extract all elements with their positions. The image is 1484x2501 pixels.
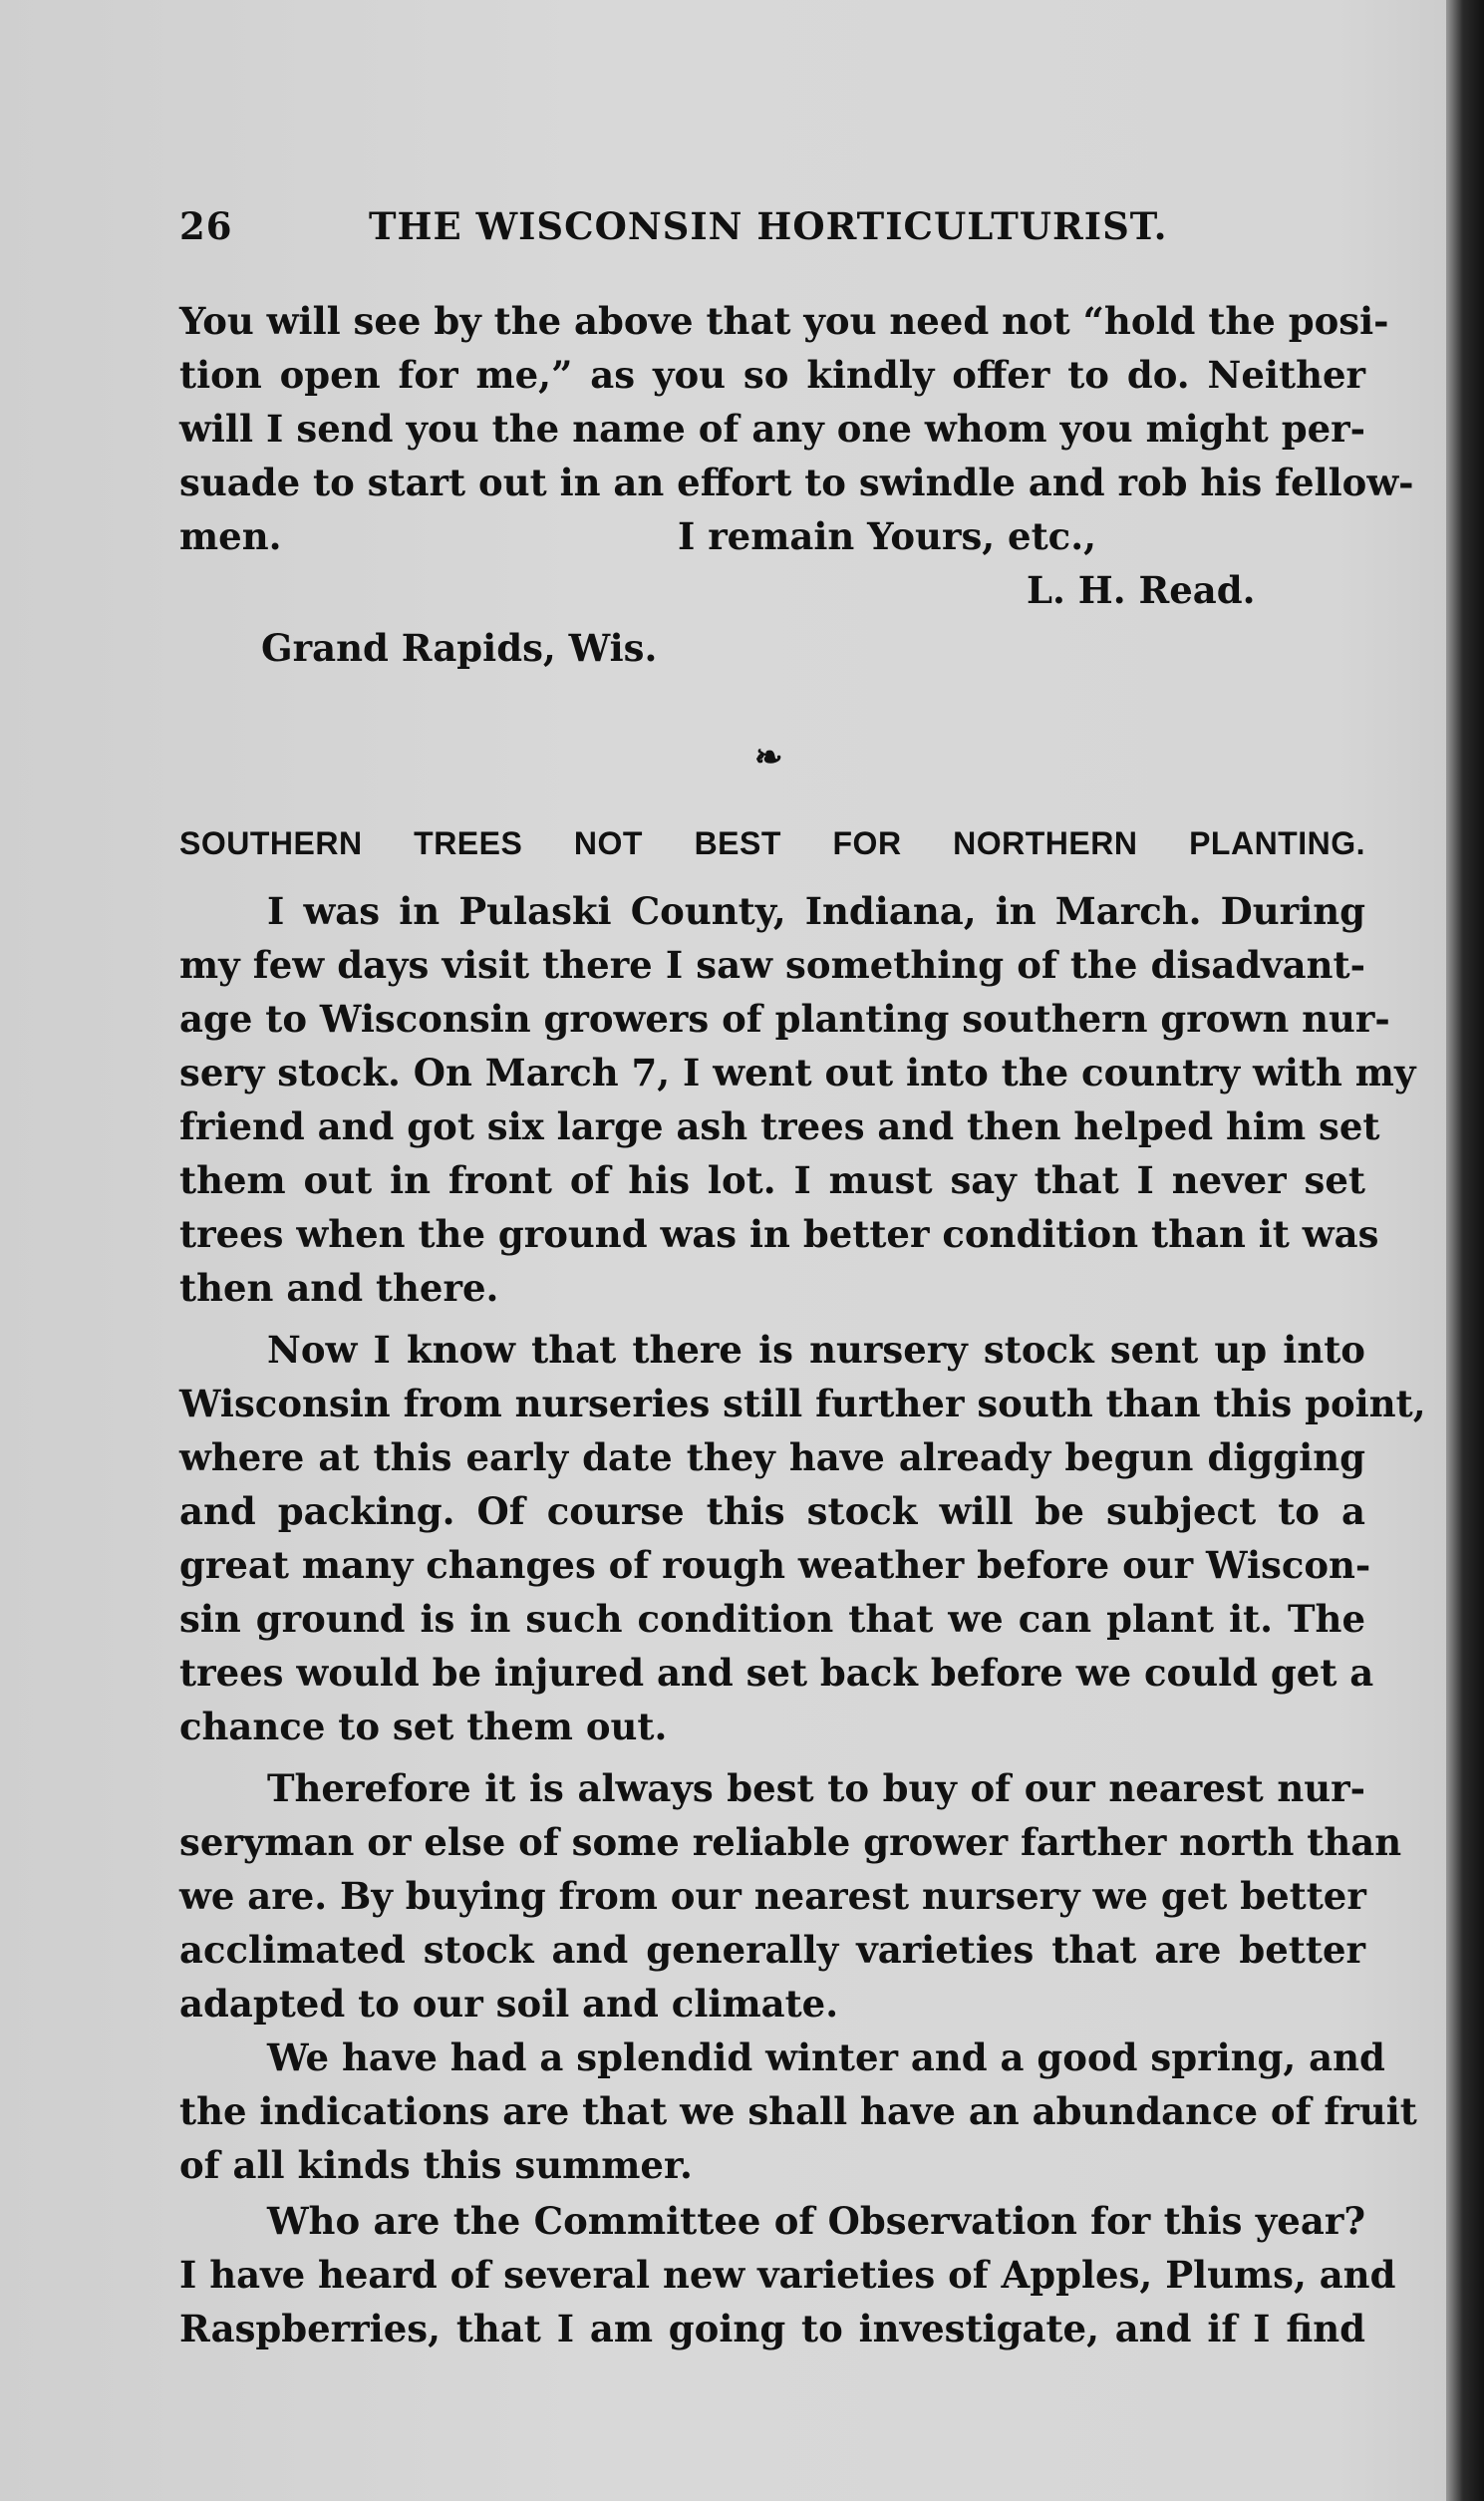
article-line: Therefore it is always best to buy of our nearest nur- (267, 1766, 1365, 1810)
article-line: great many changes of rough weather before our Wiscon- (179, 1543, 1371, 1587)
article-line: my few days visit there I saw something of the disadvant- (179, 943, 1365, 987)
letter-closing: I remain Yours, etc., (678, 514, 1096, 558)
letter-line: suade to start out in an effort to swindle and rob his fellow- (179, 461, 1414, 504)
letter-line: You will see by the above that you need not “hold the posi- (179, 299, 1389, 343)
page-edge-shadow (1446, 0, 1484, 2501)
letter-line: men. (179, 514, 282, 558)
article-line: Now I know that there is nursery stock sent up into (267, 1328, 1365, 1372)
letter-signature: L. H. Read. (1027, 568, 1256, 612)
letter-line: will I send you the name of any one whom you might per- (179, 407, 1365, 451)
article-line: trees when the ground was in better condition than it was (179, 1212, 1379, 1256)
article-line: Raspberries, that I am going to investigate, and if I find (179, 2307, 1365, 2350)
page-number: 26 (179, 204, 233, 248)
article-line: acclimated stock and generally varieties that are better (179, 1928, 1365, 1972)
article-line: the indications are that we shall have an abundance of fruit (179, 2089, 1417, 2133)
article-line: sin ground is in such condition that we can plant it. The (179, 1597, 1365, 1641)
article-line: trees would be injured and set back before we could get a (179, 1651, 1374, 1695)
running-title: THE WISCONSIN HORTICULTURIST. (369, 204, 1168, 248)
article-line: of all kinds this summer. (179, 2143, 693, 2187)
article-line: I was in Pulaski County, Indiana, in March. During (267, 889, 1365, 933)
running-header (179, 204, 1176, 248)
article-line: seryman or else of some reliable grower farther north than (179, 1820, 1402, 1864)
letter-line: tion open for me,” as you so kindly offer to do. Neither (179, 353, 1365, 397)
article-line: friend and got six large ash trees and then helped him set (179, 1104, 1380, 1148)
article-line: chance to set them out. (179, 1705, 668, 1748)
article-line: them out in front of his lot. I must say that I never set (179, 1158, 1365, 1202)
article-line: we are. By buying from our nearest nursery we get better (179, 1874, 1366, 1918)
article-line: then and there. (179, 1266, 499, 1310)
article-line: Wisconsin from nurseries still further south than this point, (179, 1382, 1426, 1425)
article-line: Who are the Committee of Observation for this year? (267, 2199, 1365, 2243)
article-title: SOUTHERN TREES NOT BEST FOR NORTHERN PLANTING. (179, 825, 1365, 861)
article-line: where at this early date they have already begun digging (179, 1435, 1365, 1479)
article-line: adapted to our soil and climate. (179, 1982, 839, 2026)
article-line: and packing. Of course this stock will be subject to a (179, 1489, 1365, 1533)
letter-place: Grand Rapids, Wis. (261, 626, 658, 670)
section-ornament-icon: ❧ (754, 738, 783, 778)
article-line: We have had a splendid winter and a good spring, and (267, 2035, 1385, 2079)
article-line: sery stock. On March 7, I went out into the country with my (179, 1051, 1416, 1094)
article-line: I have heard of several new varieties of Apples, Plums, and (179, 2253, 1396, 2297)
article-line: age to Wisconsin growers of planting southern grown nur- (179, 997, 1390, 1041)
